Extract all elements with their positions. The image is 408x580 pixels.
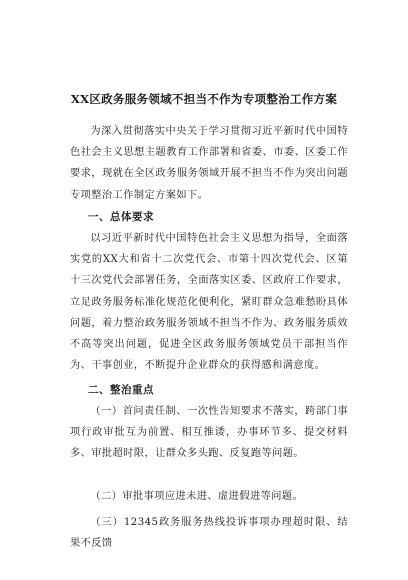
section-heading-key-rectification: 二、整治重点 xyxy=(88,384,154,396)
general-requirements-paragraph: 以习近平新时代中国特色社会主义思想为指导，全面落实党的XX大和省十二次党代会、市第十四次党代会、区第十三次党代会部署任务，全面落实区委、区政府工作要求，立足政务服务标准化规范化便利化，紧盯群众急难愁盼具体问题，着力整治政务服务领域不担当不作为、政务服务质效不高等突出问题，促进全区政务服务领域党员干部担当作为、干事创业，不断提升企业群众的获得感和满意度。 xyxy=(70,233,348,372)
document-title: XX区政务服务领域不担当不作为专项整治工作方案 xyxy=(70,92,338,106)
rectification-item-1: （一）首问责任制、一次性告知要求不落实，跨部门事项行政审批互为前置、相互推诿，办事环节多、提交材料多、审批超时限，让群众多头跑、反复跑等问题。 xyxy=(70,406,348,460)
rectification-item-2: （二）审批事项应进未进、虚进假进等问题。 xyxy=(90,491,304,502)
section-heading-general-requirements: 一、总体要求 xyxy=(88,211,154,223)
rectification-item-3: （三）12345政务服务热线投诉事项办理超时限、结果不反馈 xyxy=(70,517,348,550)
intro-paragraph: 为深入贯彻落实中央关于学习贯彻习近平新时代中国特色社会主义思想主题教育工作部署和省委、市委、区委工作要求，现就在全区政务服务领域开展不担当不作为突出问题专项整治工作制定方案如下。 xyxy=(70,126,348,201)
